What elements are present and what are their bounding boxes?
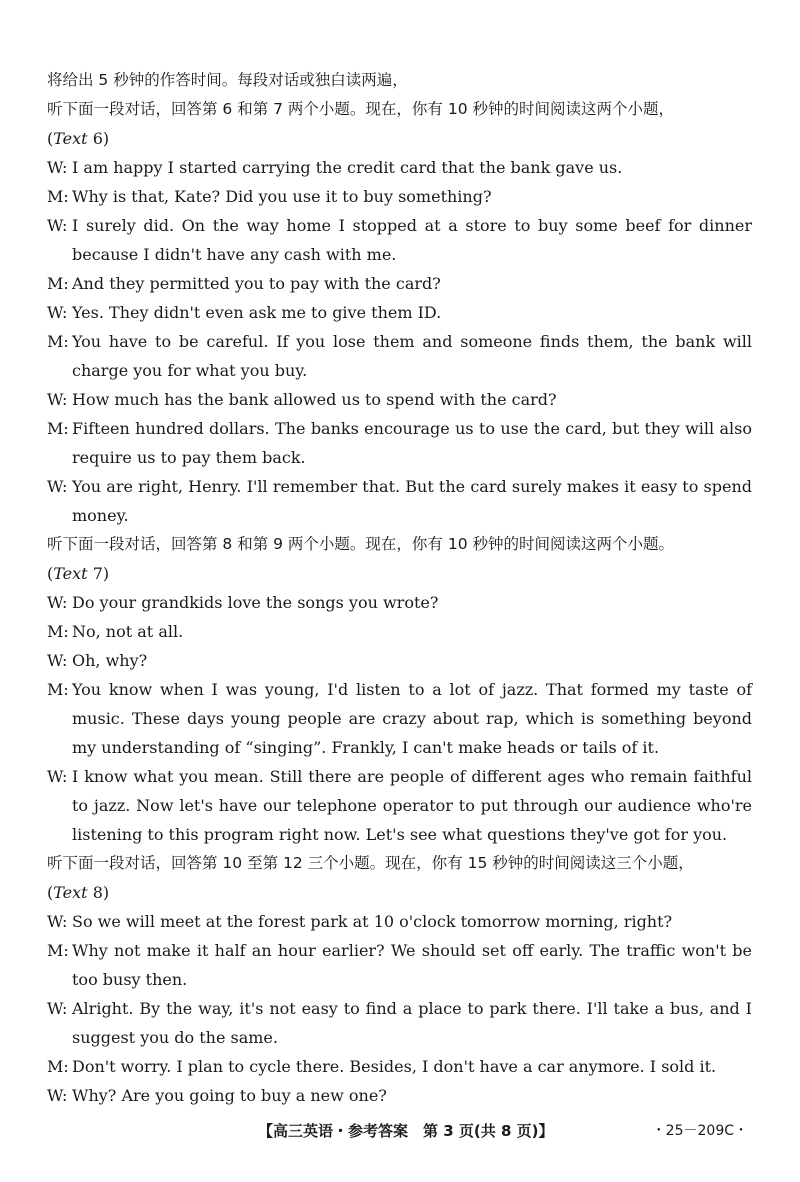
speaker-label: W: [47, 912, 68, 931]
speaker-label: W: [47, 390, 68, 409]
dialogue-turn [47, 762, 752, 849]
dialogue-turn [47, 646, 752, 675]
utterance-text: So we will meet at the forest park at 10 o'clock tomorrow morning, right? [72, 912, 673, 931]
utterance-text: Fifteen hundred dollars. The banks encourage us to use the card, but they will also require us to pay them back. [72, 419, 752, 467]
dialogue-turn [47, 269, 752, 298]
dialogue-turn [47, 994, 752, 1052]
listening-section [47, 849, 752, 1110]
utterance-text: You are right, Henry. I'll remember that. But the card surely makes it easy to spend money. [72, 477, 752, 525]
text-label: Text [53, 883, 88, 902]
dialogue-turn [47, 211, 752, 269]
utterance-text: How much has the bank allowed us to spend with the card? [72, 390, 557, 409]
text-number: 8 [92, 883, 103, 902]
utterance-text: Oh, why? [72, 651, 148, 670]
utterance-text: Yes. They didn't even ask me to give them ID. [72, 303, 442, 322]
speaker-label: W: [47, 651, 68, 670]
utterance-text: You have to be careful. If you lose them and someone finds them, the bank will charge you for what you buy. [72, 332, 752, 380]
speaker-label: M: [47, 680, 69, 699]
speaker-label: M: [47, 332, 69, 351]
utterance-text: I am happy I started carrying the credit card that the bank gave us. [72, 158, 623, 177]
text-heading: (Text 7) [47, 564, 110, 583]
utterance-text: And they permitted you to pay with the card? [72, 274, 441, 293]
dialogue-turn [47, 588, 752, 617]
speaker-label: W: [47, 593, 68, 612]
speaker-label: M: [47, 274, 69, 293]
speaker-label: W: [47, 1086, 68, 1105]
dialogue-turn [47, 936, 752, 994]
dialogue-turn [47, 298, 752, 327]
intro-line: 将给出 5 秒钟的作答时间。每段对话或独白读两遍， [47, 71, 408, 89]
utterance-text: Why is that, Kate? Did you use it to buy something? [72, 187, 492, 206]
dialogue-turn [47, 907, 752, 936]
page-footer [0, 1120, 800, 1142]
dialogue-turn [47, 153, 752, 182]
speaker-label: W: [47, 477, 68, 496]
footer-code: ・25－209C・ [651, 1123, 748, 1139]
text-label: Text [53, 564, 88, 583]
utterance-text: Why not make it half an hour earlier? We should set off early. The traffic won't be too busy then. [72, 941, 752, 989]
text-heading: (Text 8) [47, 883, 110, 902]
utterance-text: Don't worry. I plan to cycle there. Besides, I don't have a car anymore. I sold it. [72, 1057, 717, 1076]
utterance-text: No, not at all. [72, 622, 184, 641]
speaker-label: W: [47, 303, 68, 322]
section-instruction: 听下面一段对话，回答第 6 和第 7 两个小题。现在，你有 10 秒钟的时间阅读这两个小题， [47, 100, 675, 118]
section-instruction: 听下面一段对话，回答第 10 至第 12 三个小题。现在，你有 15 秒钟的时间阅读这三个小题， [47, 854, 694, 872]
utterance-text: Do your grandkids love the songs you wrote? [72, 593, 439, 612]
text-label: Text [53, 129, 88, 148]
utterance-text: Why? Are you going to buy a new one? [72, 1086, 387, 1105]
speaker-label: W: [47, 767, 68, 786]
text-heading: (Text 6) [47, 129, 110, 148]
section-instruction: 听下面一段对话，回答第 8 和第 9 两个小题。现在，你有 10 秒钟的时间阅读这两个小题。 [47, 535, 675, 553]
dialogue-turn [47, 327, 752, 385]
speaker-label: M: [47, 1057, 69, 1076]
speaker-label: M: [47, 187, 69, 206]
text-number: 6 [92, 129, 103, 148]
speaker-label: W: [47, 158, 68, 177]
speaker-label: W: [47, 216, 68, 235]
speaker-label: M: [47, 622, 69, 641]
utterance-text: I know what you mean. Still there are people of different ages who remain faithful to jazz. Now let's have our telephone operator to put through our audience who're listening to this program right now. Let's see what questions they've got for you. [72, 767, 752, 844]
speaker-label: W: [47, 999, 68, 1018]
listening-section [47, 530, 752, 849]
text-number: 7 [92, 564, 103, 583]
speaker-label: M: [47, 419, 69, 438]
dialogue-turn [47, 1052, 752, 1081]
dialogue-turn [47, 182, 752, 211]
utterance-text: Alright. By the way, it's not easy to find a place to park there. I'll take a bus, and I suggest you do the same. [72, 999, 752, 1047]
speaker-label: M: [47, 941, 69, 960]
utterance-text: You know when I was young, I'd listen to a lot of jazz. That formed my taste of music. These days young people are crazy about rap, which is something beyond my understanding of “singing”. Frankly, I can't make heads or tails of it. [72, 680, 752, 757]
listening-section [47, 95, 752, 530]
dialogue-turn [47, 472, 752, 530]
dialogue-turn [47, 414, 752, 472]
utterance-text: I surely did. On the way home I stopped at a store to buy some beef for dinner because I didn't have any cash with me. [72, 216, 752, 264]
dialogue-turn [47, 617, 752, 646]
dialogue-turn [47, 1081, 752, 1110]
dialogue-turn [47, 675, 752, 762]
footer-title: 【高三英语・参考答案 第 3 页(共 8 页)】 [258, 1122, 554, 1140]
dialogue-turn [47, 385, 752, 414]
